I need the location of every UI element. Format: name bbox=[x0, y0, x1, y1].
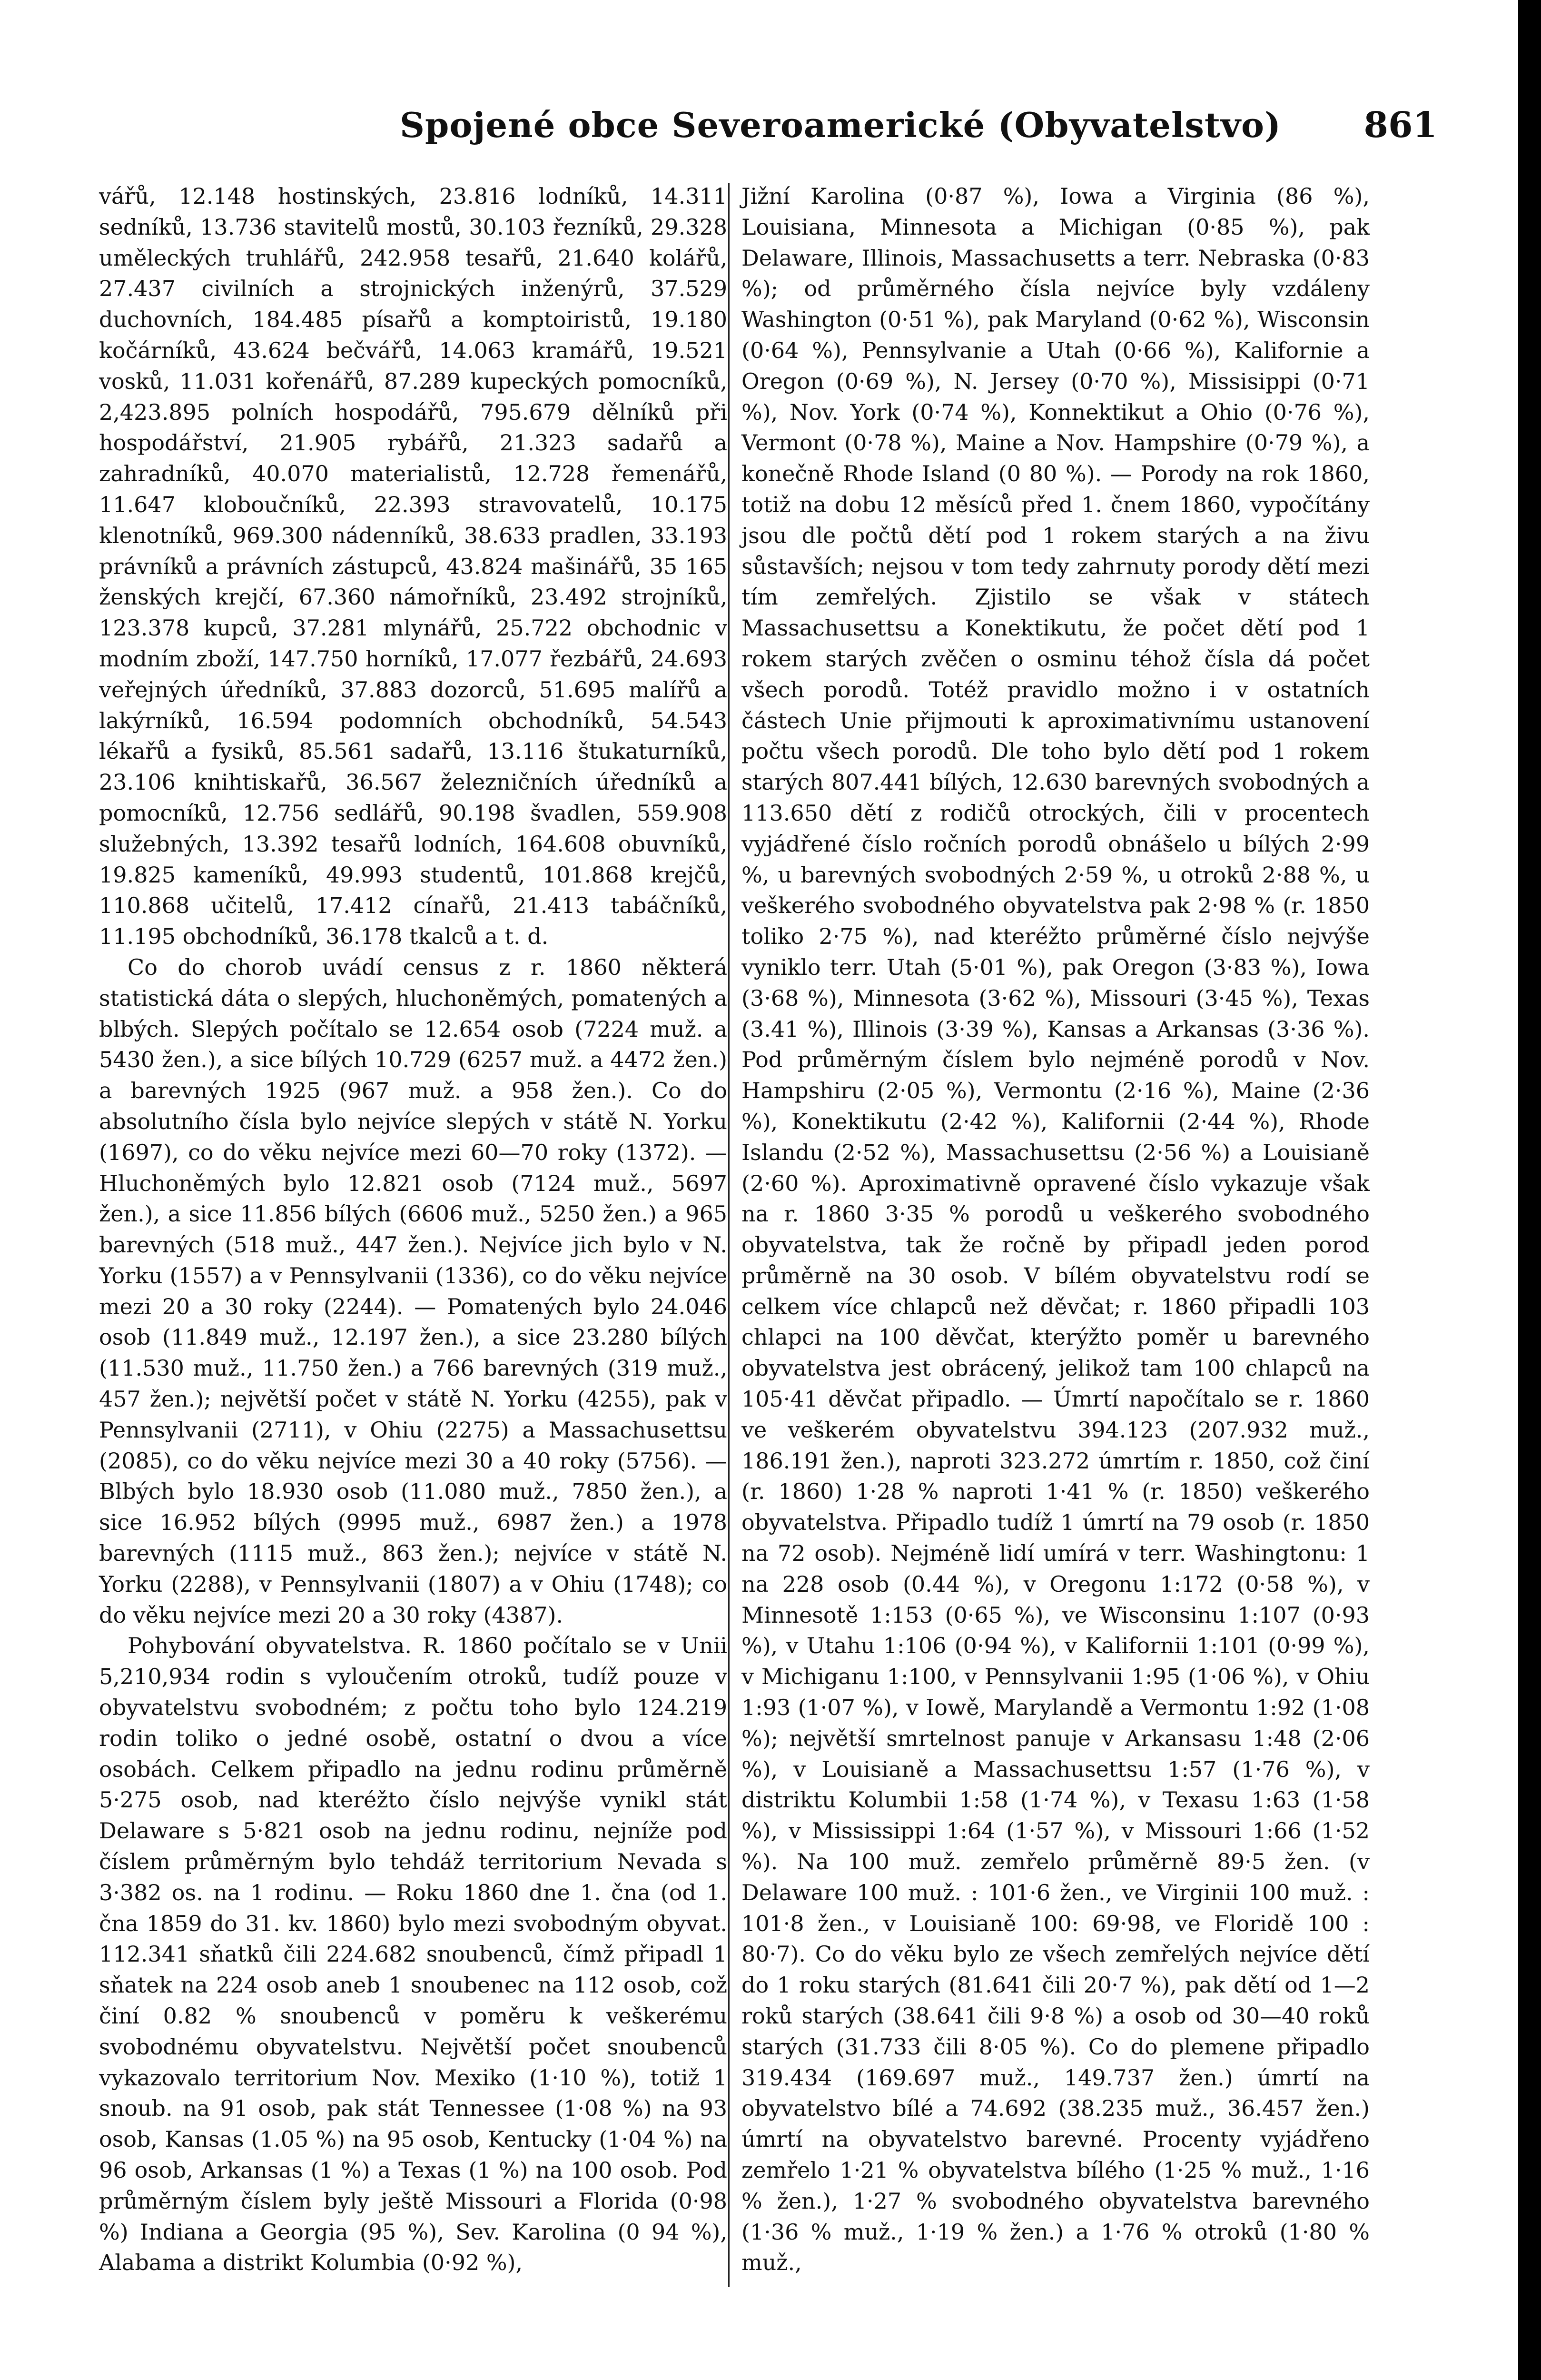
left-column bbox=[99, 181, 727, 2278]
running-title: Spojené obce Severoamerické (Obyvatelstvo) bbox=[400, 105, 1282, 145]
column-divider bbox=[728, 183, 730, 2287]
blind-deaf-paragraph: Co do chorob uvádí census z r. 1860 některá statistická dáta o slepých, hluchoněmých, pomatených a blbých. Slepých počítalo se 12.654 osob (7224 muž. a 5430 žen.), a sice bílých 10.729 (6257 muž. a 4472 žen.) a barevných 1925 (967 muž. a 958 žen.). Co do absolutního čísla bylo nejvíce slepých v státě N. Yorku (1697), co do věku nejvíce mezi 60—70 roky (1372). — Hluchoněmých bylo 12.821 osob (7124 muž., 5697 žen.), a sice 11.856 bílých (6606 muž., 5250 žen.) a 965 barevných (518 muž., 447 žen.). Nejvíce jich bylo v N. Yorku (1557) a v Pennsylvanii (1336), co do věku nejvíce mezi 20 a 30 roky (2244). — Pomatených bylo 24.046 osob (11.849 muž., 12.197 žen.), a sice 23.280 bílých (11.530 muž., 11.750 žen.) a 766 barevných (319 muž., 457 žen.); největší počet v státě N. Yorku (4255), pak v Pennsylvanii (2711), v Ohiu (2275) a Massachusettsu (2085), co do věku nejvíce mezi 30 a 40 roky (5756). — Blbých bylo 18.930 osob (11.080 muž., 7850 žen.), a sice 16.952 bílých (9995 muž., 6987 žen.) a 1978 barevných (1115 muž., 863 žen.); nejvíce v státě N. Yorku (2288), v Pennsylvanii (1807) a v Ohiu (1748); co do věku nejvíce mezi 20 a 30 roky (4387). bbox=[99, 954, 727, 1628]
right-column bbox=[741, 181, 1370, 2278]
page-number: 861 bbox=[1363, 105, 1437, 146]
births-deaths-paragraph: Jižní Karolina (0·87 %), Iowa a Virginia (86 %), Louisiana, Minnesota a Michigan (0·85 %), pak Delaware, Illinois, Massachusetts a terr. Nebraska (0·83 %); od průměrného čísla nejvíce byly vzdáleny Washington (0·51 %), pak Maryland (0·62 %), Wisconsin (0·64 %), Pennsylvanie a Utah (0·66 %), Kalifornie a Oregon (0·69 %), N. Jersey (0·70 %), Missisippi (0·71 %), Nov. York (0·74 %), Konnektikut a Ohio (0·76 %), Vermont (0·78 %), Maine a Nov. Hampshire (0·79 %), a konečně Rhode Island (0 80 %). — Porody na rok 1860, totiž na dobu 12 měsíců před 1. čnem 1860, vypočítány jsou dle počtů dětí pod 1 rokem starých a na živu sůstavších; nejsou v tom tedy zahrnuty porody dětí mezi tím zemřelých. Zjistilo se však v státech Massachusettsu a Konektikutu, že počet dětí pod 1 rokem starých zvěčen o osminu téhož čísla dá počet všech porodů. Totéž pravidlo možno i v ostatních částech Unie přijmouti k aproximativnímu ustanovení počtu všech porodů. Dle toho bylo dětí pod 1 rokem starých 807.441 bílých, 12.630 barevných svobodných a 113.650 dětí z rodičů otrockých, čili v procentech vyjádřené číslo ročních porodů obnášelo u bílých 2·99 %, u barevných svobodných 2·59 %, u otroků 2·88 %, u veškerého svobodného obyvatelstva pak 2·98 % (r. 1850 toliko 2·75 %), nad kteréžto průměrné číslo nejvýše vyniklo terr. Utah (5·01 %), pak Oregon (3·83 %), Iowa (3·68 %), Minnesota (3·62 %), Missouri (3·45 %), Texas (3.41 %), Illinois (3·39 %), Kansas a Arkansas (3·36 %). Pod průměrným číslem bylo nejméně porodů v Nov. Hampshiru (2·05 %), Vermontu (2·16 %), Maine (2·36 %), Konektikutu (2·42 %), Kalifornii (2·44 %), Rhode Islandu (2·52 %), Massachusettsu (2·56 %) a Louisianě (2·60 %). Aproximativně opravené číslo vykazuje však na r. 1860 3·35 % porodů u veškerého svobodného obyvatelstva, tak že ročně by připadl jeden porod průměrně na 30 osob. V bílém obyvatelstvu rodí se celkem více chlapců než děvčat; r. 1860 připadli 103 chlapci na 100 děvčat, kterýžto poměr u barevného obyvatelstva jest obrácený, jelikož tam 100 chlapců na 105·41 děvčat připadlo. — Úmrtí napočítalo se r. 1860 ve veškerém obyvatelstvu 394.123 (207.932 muž., 186.191 žen.), naproti 323.272 úmrtím r. 1850, což činí (r. 1860) 1·28 % naproti 1·41 % (r. 1850) veškerého obyvatelstva. Připadlo tudíž 1 úmrtí na 79 osob (r. 1850 na 72 osob). Nejméně lidí umírá v terr. Washingtonu: 1 na 228 osob (0.44 %), v Oregonu 1:172 (0·58 %), v Minnesotě 1:153 (0·65 %), ve Wisconsinu 1:107 (0·93 %), v Utahu 1:106 (0·94 %), v Kalifornii 1:101 (0·99 %), v Michiganu 1:100, v Pennsylvanii 1:95 (1·06 %), v Ohiu 1:93 (1·07 %), v Iowě, Marylandě a Vermontu 1:92 (1·08 %); největší smrtelnost panuje v Arkansasu 1:48 (2·06 %), v Louisianě a Massachusettsu 1:57 (1·76 %), v distriktu Kolumbii 1:58 (1·74 %), v Texasu 1:63 (1·58 %), v Mississippi 1:64 (1·57 %), v Missouri 1:66 (1·52 %). Na 100 muž. zemřelo průměrně 89·5 žen. (v Delaware 100 muž. : 101·6 žen., ve Virginii 100 muž. : 101·8 žen., v Louisianě 100: 69·98, ve Floridě 100 : 80·7). Co do věku bylo ze všech zemřelých nejvíce dětí do 1 roku starých (81.641 čili 20·7 %), pak dětí od 1—2 roků starých (38.641 čili 9·8 %) a osob od 30—40 roků starých (31.733 čili 8·05 %). Co do plemene připadlo 319.434 (169.697 muž., 149.737 žen.) úmrtí na obyvatelstvo bílé a 74.692 (38.235 muž., 36.457 žen.) úmrtí na obyvatelstvo barevné. Procenty vyjádřeno zemřelo 1·21 % obyvatelstva bílého (1·25 % muž., 1·16 % žen.), 1·27 % svobodného obyvatelstva barevného (1·36 % muž., 1·19 % žen.) a 1·76 % otroků (1·80 % muž., bbox=[741, 183, 1370, 2276]
occupations-paragraph: vářů, 12.148 hostinských, 23.816 lodníků, 14.311 sedníků, 13.736 stavitelů mostů, 30.103 řezníků, 29.328 uměleckých truhlářů, 242.958 tesařů, 21.640 kolářů, 27.437 civilních a strojnických inženýrů, 37.529 duchovních, 184.485 písařů a komptoiristů, 19.180 kočárníků, 43.624 bečvářů, 14.063 kramářů, 19.521 vosků, 11.031 kořenářů, 87.289 kupeckých pomocníků, 2,423.895 polních hospodářů, 795.679 dělníků při hospodářství, 21.905 rybářů, 21.323 sadařů a zahradníků, 40.070 materialistů, 12.728 řemenářů, 11.647 kloboučníků, 22.393 stravovatelů, 10.175 klenotníků, 969.300 nádenníků, 38.633 pradlen, 33.193 právníků a právních zástupců, 43.824 mašinářů, 35 165 ženských krejčí, 67.360 námořníků, 23.492 strojníků, 123.378 kupců, 37.281 mlynářů, 25.722 obchodnic v modním zboží, 147.750 horníků, 17.077 řezbářů, 24.693 veřejných úředníků, 37.883 dozorců, 51.695 malířů a lakýrníků, 16.594 podomních obchodníků, 54.543 lékařů a fysiků, 85.561 sadařů, 13.116 štukaturníků, 23.106 knihtiskařů, 36.567 železničních úředníků a pomocníků, 12.756 sedlářů, 90.198 švadlen, 559.908 služebných, 13.392 tesařů lodních, 164.608 obuvníků, 19.825 kameníků, 49.993 studentů, 101.868 krejčů, 110.868 učitelů, 17.412 cínařů, 21.413 tabáčníků, 11.195 obchodníků, 36.178 tkalců a t. d. bbox=[99, 183, 727, 950]
page-header bbox=[95, 100, 1437, 152]
scan-edge bbox=[1518, 0, 1541, 2380]
population-movement-paragraph: Pohybování obyvatelstva. R. 1860 počítalo se v Unii 5,210,934 rodin s vyloučením otroků, tudíž pouze v obyvatelstvu svobodném; z počtu toho bylo 124.219 rodin toliko o jedné osobě, ostatní o dvou a více osobách. Celkem připadlo na jednu rodinu průměrně 5·275 osob, nad kteréžto číslo nejvýše vynikl stát Delaware s 5·821 osob na jednu rodinu, nejníže pod číslem průměrným bylo tehdáž territorium Nevada s 3·382 os. na 1 rodinu. — Roku 1860 dne 1. čna (od 1. čna 1859 do 31. kv. 1860) bylo mezi svobodným obyvat. 112.341 sňatků čili 224.682 snoubenců, čímž připadl 1 sňatek na 224 osob aneb 1 snoubenec na 112 osob, což činí 0.82 % snoubenců v poměru k veškerému svobodnému obyvatelstvu. Největší počet snoubenců vykazovalo territorium Nov. Mexiko (1·10 %), totiž 1 snoub. na 91 osob, pak stát Tennessee (1·08 %) na 93 osob, Kansas (1.05 %) na 95 osob, Kentucky (1·04 %) na 96 osob, Arkansas (1 %) a Texas (1 %) na 100 osob. Pod průměrným číslem byly ještě Missouri a Florida (0·98 %) Indiana a Georgia (95 %), Sev. Karolina (0 94 %), Alabama a distrikt Kolumbia (0·92 %), bbox=[99, 1633, 727, 2276]
